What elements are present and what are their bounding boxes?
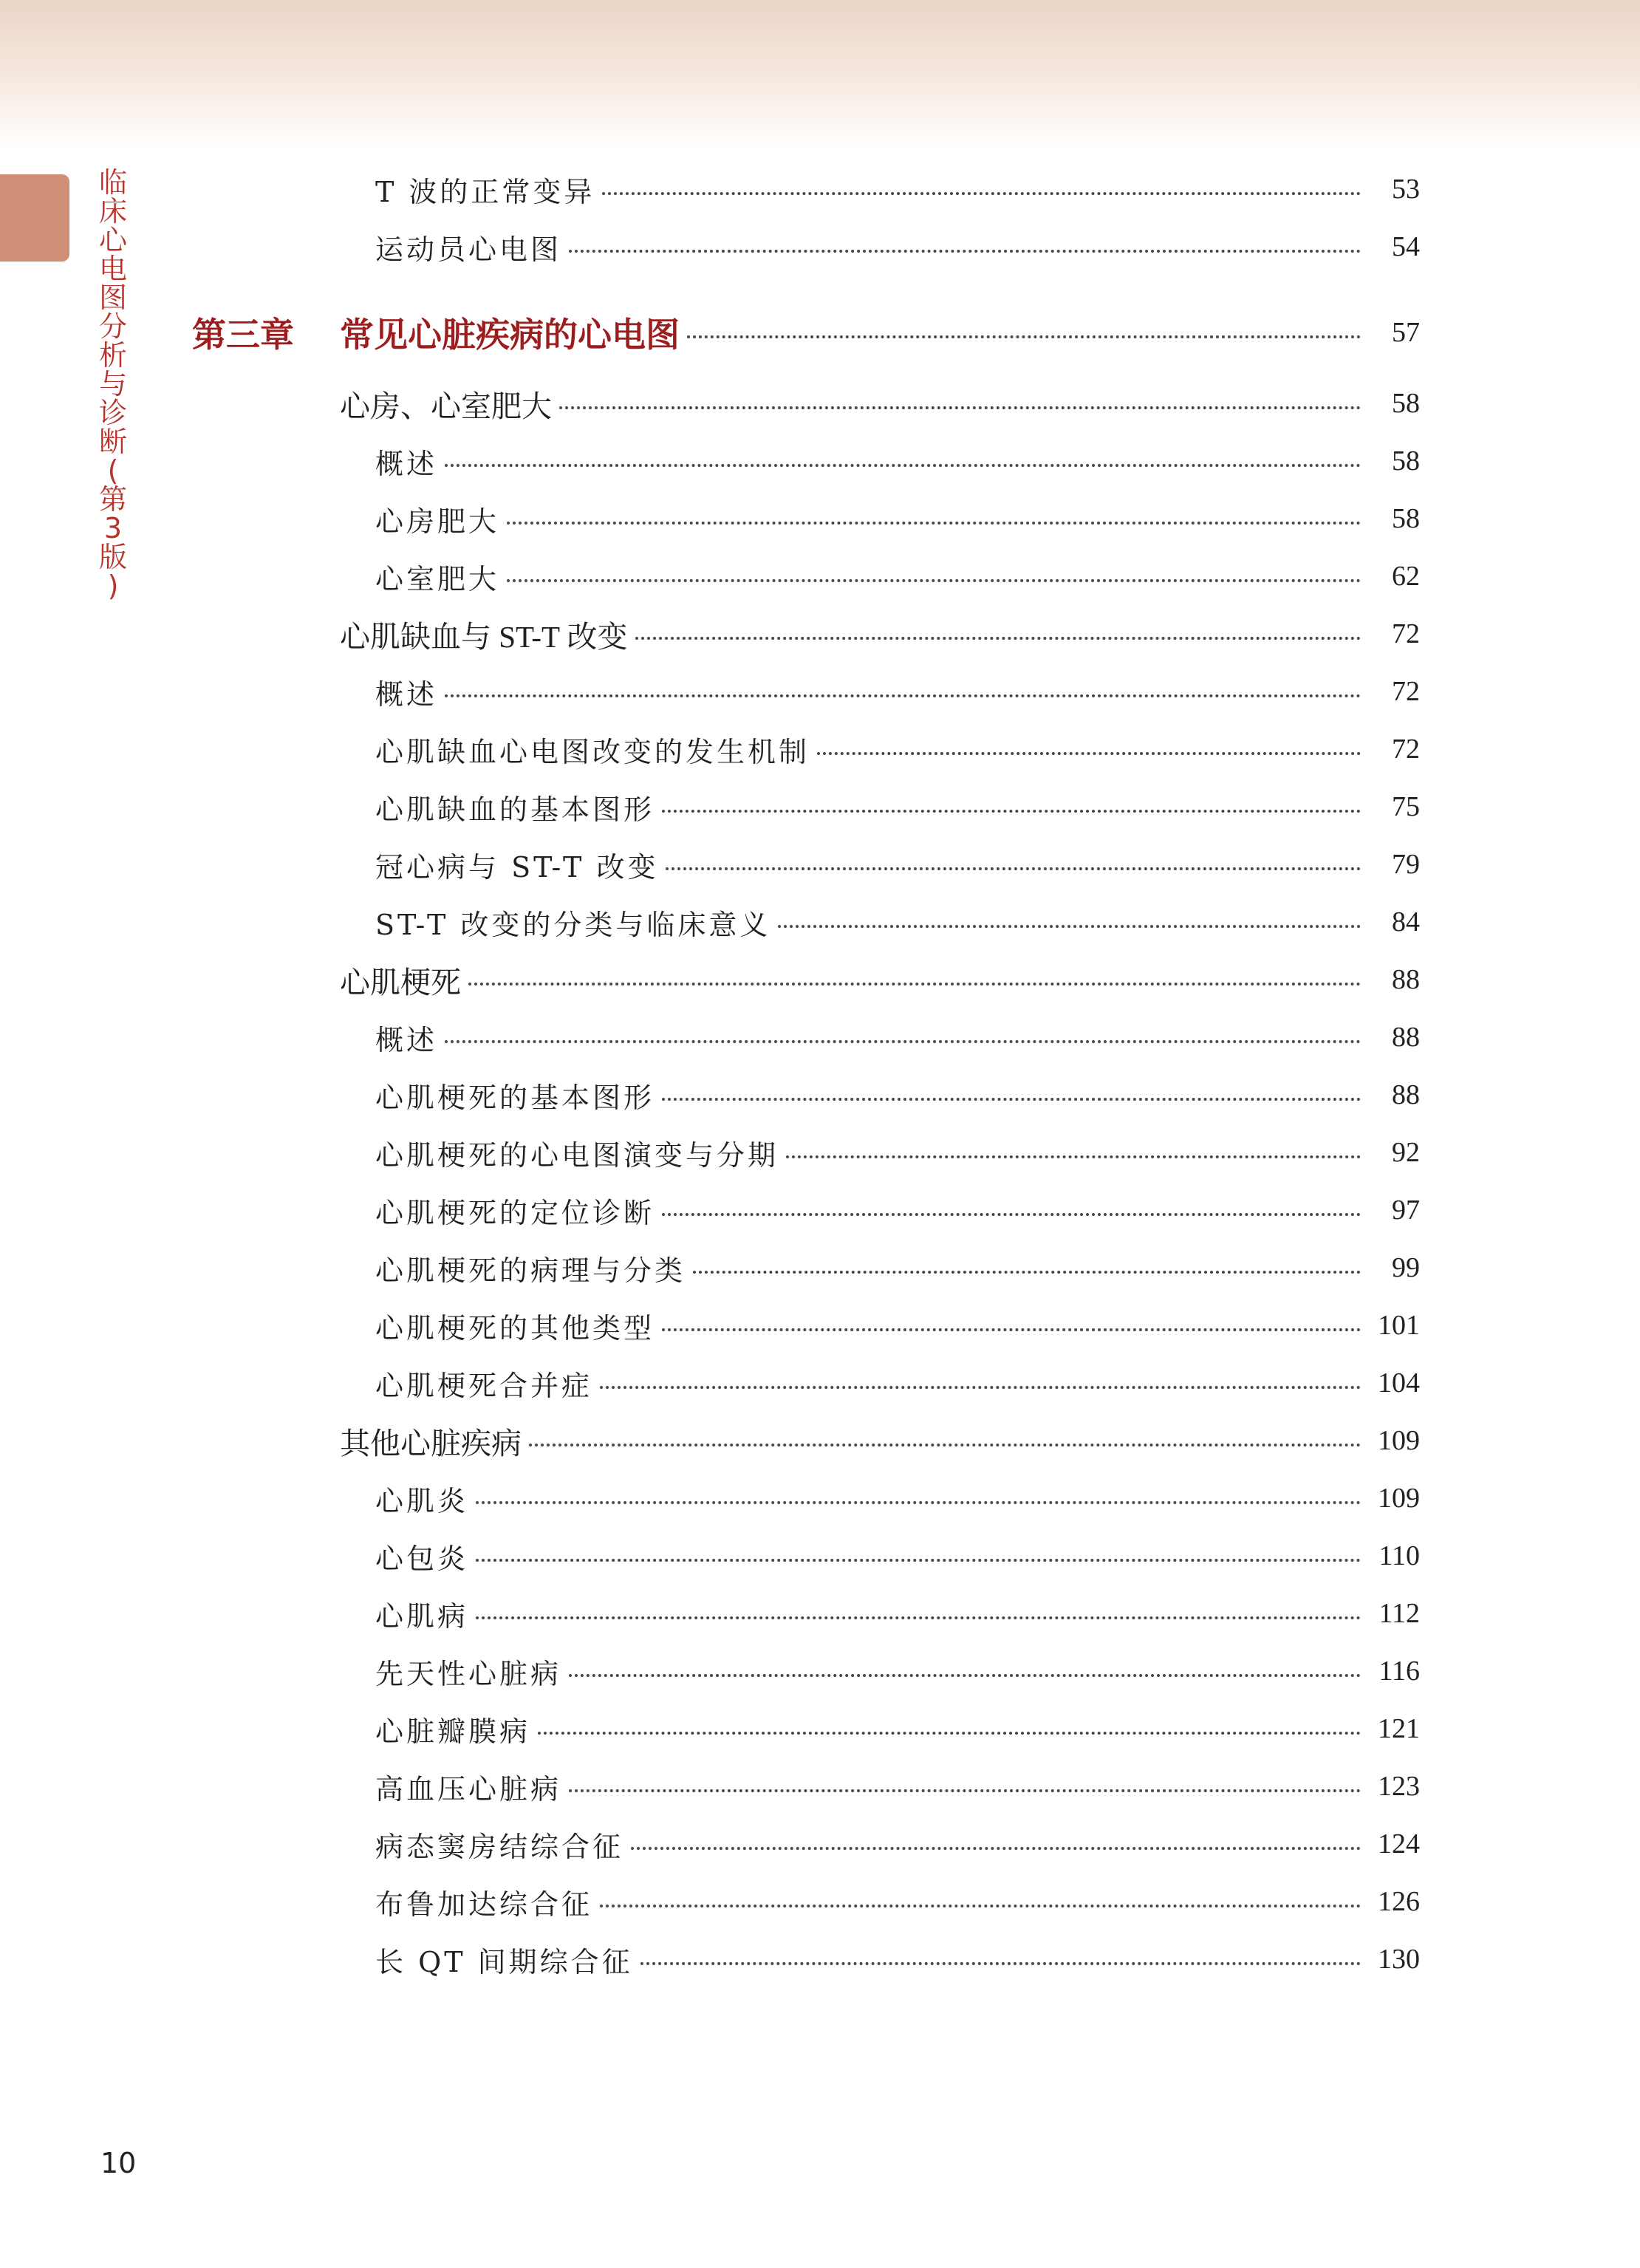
book-title-char: 3 <box>103 512 123 544</box>
toc-entry-page: 92 <box>1392 1137 1420 1168</box>
toc-entry-title: 先天性心脏病 <box>375 1657 562 1690</box>
toc-dot-leader <box>662 1213 1361 1216</box>
toc-subsection-entry[interactable] <box>375 1591 1420 1636</box>
toc-dot-leader <box>817 752 1361 755</box>
toc-dot-leader <box>569 1674 1361 1677</box>
toc-dot-leader <box>662 810 1361 813</box>
toc-entry-title: 病态窦房结综合征 <box>375 1830 624 1863</box>
toc-dot-leader <box>662 1098 1361 1101</box>
book-title-char: ) <box>107 570 119 602</box>
toc-entry-page: 121 <box>1378 1713 1420 1744</box>
toc-entry-page: 57 <box>1392 317 1420 348</box>
book-title-char: 床 <box>98 195 127 228</box>
toc-dot-leader <box>687 335 1361 338</box>
toc-subsection-entry[interactable] <box>375 1707 1420 1751</box>
toc-subsection-entry[interactable] <box>375 669 1420 714</box>
toc-subsection-entry[interactable] <box>375 842 1420 887</box>
toc-entry-title: 运动员心电图 <box>375 233 562 266</box>
toc-entry-title: 心肌梗死合并症 <box>375 1369 593 1402</box>
toc-entry-page: 126 <box>1378 1886 1420 1917</box>
toc-entry-title: 概述 <box>375 447 438 480</box>
toc-entry-page: 124 <box>1378 1828 1420 1859</box>
toc-subsection-entry[interactable] <box>375 1649 1420 1693</box>
toc-entry-page: 109 <box>1378 1483 1420 1514</box>
toc-entry-title: 心肌炎 <box>375 1484 469 1517</box>
toc-dot-leader <box>538 1732 1361 1735</box>
toc-entry-page: 130 <box>1378 1944 1420 1975</box>
toc-subsection-entry[interactable] <box>375 785 1420 829</box>
toc-dot-leader <box>778 925 1361 928</box>
book-title-char: 与 <box>98 368 127 400</box>
toc-entry-title: 心肌缺血心电图改变的发生机制 <box>375 735 810 768</box>
toc-entry-title: 心肌梗死的心电图演变与分期 <box>375 1138 779 1172</box>
toc-entry-page: 53 <box>1392 174 1420 205</box>
toc-subsection-entry[interactable] <box>375 900 1420 944</box>
toc-entry-page: 58 <box>1392 503 1420 534</box>
toc-entry-title: 心肌梗死的其他类型 <box>375 1311 655 1345</box>
book-title-char: 版 <box>98 541 127 573</box>
toc-entry-title: 心肌梗死的病理与分类 <box>375 1254 686 1287</box>
toc-entry-title: 布鲁加达综合征 <box>375 1888 593 1921</box>
toc-entry-page: 54 <box>1392 231 1420 262</box>
toc-entry-title: T 波的正常变异 <box>375 175 595 208</box>
book-title-char: 图 <box>98 281 127 314</box>
toc-subsection-entry[interactable] <box>375 1822 1420 1866</box>
toc-dot-leader <box>662 1328 1361 1331</box>
toc-subsection-entry[interactable] <box>375 1361 1420 1405</box>
toc-subsection-entry[interactable] <box>375 1937 1420 1981</box>
toc-subsection-entry[interactable] <box>375 1188 1420 1232</box>
toc-entry-page: 109 <box>1378 1425 1420 1456</box>
book-title-char: 分 <box>98 310 127 343</box>
toc-entry-page: 72 <box>1392 618 1420 649</box>
toc-entry-page: 58 <box>1392 445 1420 477</box>
toc-subsection-entry[interactable] <box>375 1534 1420 1578</box>
toc-entry-page: 72 <box>1392 734 1420 765</box>
toc-entry-title: 心房肥大 <box>375 505 500 538</box>
toc-dot-leader <box>445 1040 1361 1043</box>
toc-entry-page: 101 <box>1378 1310 1420 1341</box>
toc-chapter-entry[interactable] <box>192 310 1420 355</box>
book-title-char: 第 <box>98 483 127 516</box>
toc-entry-page: 79 <box>1392 849 1420 880</box>
toc-entry-page: 84 <box>1392 906 1420 937</box>
toc-subsection-entry[interactable] <box>375 1303 1420 1348</box>
toc-entry-page: 62 <box>1392 561 1420 592</box>
toc-dot-leader <box>602 192 1361 195</box>
toc-entry-title: ST-T 改变的分类与临床意义 <box>375 908 771 941</box>
toc-dot-leader <box>600 1905 1361 1907</box>
toc-entry-page: 99 <box>1392 1252 1420 1283</box>
toc-subsection-entry[interactable] <box>375 1879 1420 1924</box>
toc-entry-title: 心肌梗死的定位诊断 <box>375 1196 655 1229</box>
toc-entry-page: 112 <box>1378 1598 1420 1629</box>
toc-dot-leader <box>476 1501 1361 1504</box>
toc-dot-leader <box>507 522 1361 525</box>
toc-entry-title: 心肌梗死的基本图形 <box>375 1081 655 1114</box>
toc-dot-leader <box>635 637 1361 640</box>
toc-entry-title: 心室肥大 <box>375 562 500 595</box>
book-title-char: ( <box>107 454 119 487</box>
toc-section-entry[interactable] <box>340 1418 1420 1463</box>
toc-subsection-entry[interactable] <box>375 439 1420 483</box>
toc-subsection-entry[interactable] <box>375 167 1420 211</box>
toc-entry-title: 其他心脏疾病 <box>340 1426 522 1461</box>
top-gradient-band <box>0 0 1640 148</box>
book-title-vertical <box>96 168 130 601</box>
toc-entry-page: 88 <box>1392 964 1420 995</box>
toc-entry-page: 97 <box>1392 1195 1420 1226</box>
book-title-char: 临 <box>98 166 127 199</box>
toc-section-entry[interactable] <box>340 612 1420 656</box>
toc-entry-page: 88 <box>1392 1079 1420 1110</box>
toc-dot-leader <box>569 1789 1361 1792</box>
side-tab-marker <box>0 174 69 262</box>
toc-entry-title: 心房、心室肥大 <box>340 389 552 423</box>
toc-subsection-entry[interactable] <box>375 1246 1420 1290</box>
toc-entry-page: 72 <box>1392 676 1420 707</box>
toc-dot-leader <box>468 983 1361 986</box>
toc-subsection-entry[interactable] <box>375 1015 1420 1059</box>
toc-subsection-entry[interactable] <box>375 1073 1420 1117</box>
book-title-char: 析 <box>98 339 127 372</box>
toc-entry-page: 116 <box>1378 1656 1420 1687</box>
toc-dot-leader <box>600 1386 1361 1389</box>
book-title-char: 心 <box>98 224 127 256</box>
toc-entry-page: 58 <box>1392 388 1420 419</box>
toc-dot-leader <box>476 1616 1361 1619</box>
toc-chapter-number: 第三章 <box>192 315 294 355</box>
toc-entry-title: 常见心脏疾病的心电图 <box>340 315 680 355</box>
toc-subsection-entry[interactable] <box>375 1764 1420 1808</box>
page-number: 10 <box>100 2147 137 2179</box>
toc-dot-leader <box>476 1559 1361 1562</box>
book-title-char: 电 <box>98 253 127 285</box>
toc-entry-page: 88 <box>1392 1022 1420 1053</box>
toc-subsection-entry[interactable] <box>375 1476 1420 1520</box>
toc-entry-page: 104 <box>1378 1367 1420 1398</box>
toc-entry-title: 心脏瓣膜病 <box>375 1715 531 1748</box>
toc-dot-leader <box>559 406 1361 409</box>
toc-entry-title: 心肌缺血的基本图形 <box>375 793 655 826</box>
toc-dot-leader <box>666 867 1361 870</box>
toc-dot-leader <box>640 1962 1361 1965</box>
toc-entry-title: 心肌缺血与 ST-T 改变 <box>340 619 628 654</box>
toc-section-entry[interactable] <box>340 957 1420 1002</box>
toc-entry-title: 心包炎 <box>375 1542 469 1575</box>
toc-dot-leader <box>569 250 1361 253</box>
toc-dot-leader <box>445 694 1361 697</box>
toc-entry-title: 概述 <box>375 1023 438 1056</box>
toc-entry-page: 123 <box>1378 1771 1420 1802</box>
toc-section-entry[interactable] <box>340 381 1420 426</box>
toc-dot-leader <box>507 579 1361 582</box>
book-title-char: 诊 <box>98 397 127 429</box>
toc-entry-title: 长 QT 间期综合征 <box>375 1945 633 1978</box>
toc-entry-page: 110 <box>1378 1540 1420 1571</box>
toc-dot-leader <box>529 1444 1361 1446</box>
toc-entry-title: 概述 <box>375 677 438 711</box>
toc-dot-leader <box>786 1155 1361 1158</box>
toc-entry-page: 75 <box>1392 791 1420 822</box>
toc-dot-leader <box>631 1847 1361 1850</box>
toc-entry-title: 心肌病 <box>375 1599 469 1633</box>
toc-entry-title: 冠心病与 ST-T 改变 <box>375 850 659 884</box>
toc-subsection-entry[interactable] <box>375 1130 1420 1175</box>
toc-entry-title: 高血压心脏病 <box>375 1772 562 1806</box>
toc-subsection-entry[interactable] <box>375 496 1420 541</box>
toc-subsection-entry[interactable] <box>375 225 1420 269</box>
toc-entry-title: 心肌梗死 <box>340 965 461 1000</box>
toc-subsection-entry[interactable] <box>375 554 1420 598</box>
book-title-char: 断 <box>98 426 127 458</box>
toc-dot-leader <box>693 1271 1361 1274</box>
toc-subsection-entry[interactable] <box>375 727 1420 771</box>
toc-dot-leader <box>445 464 1361 467</box>
